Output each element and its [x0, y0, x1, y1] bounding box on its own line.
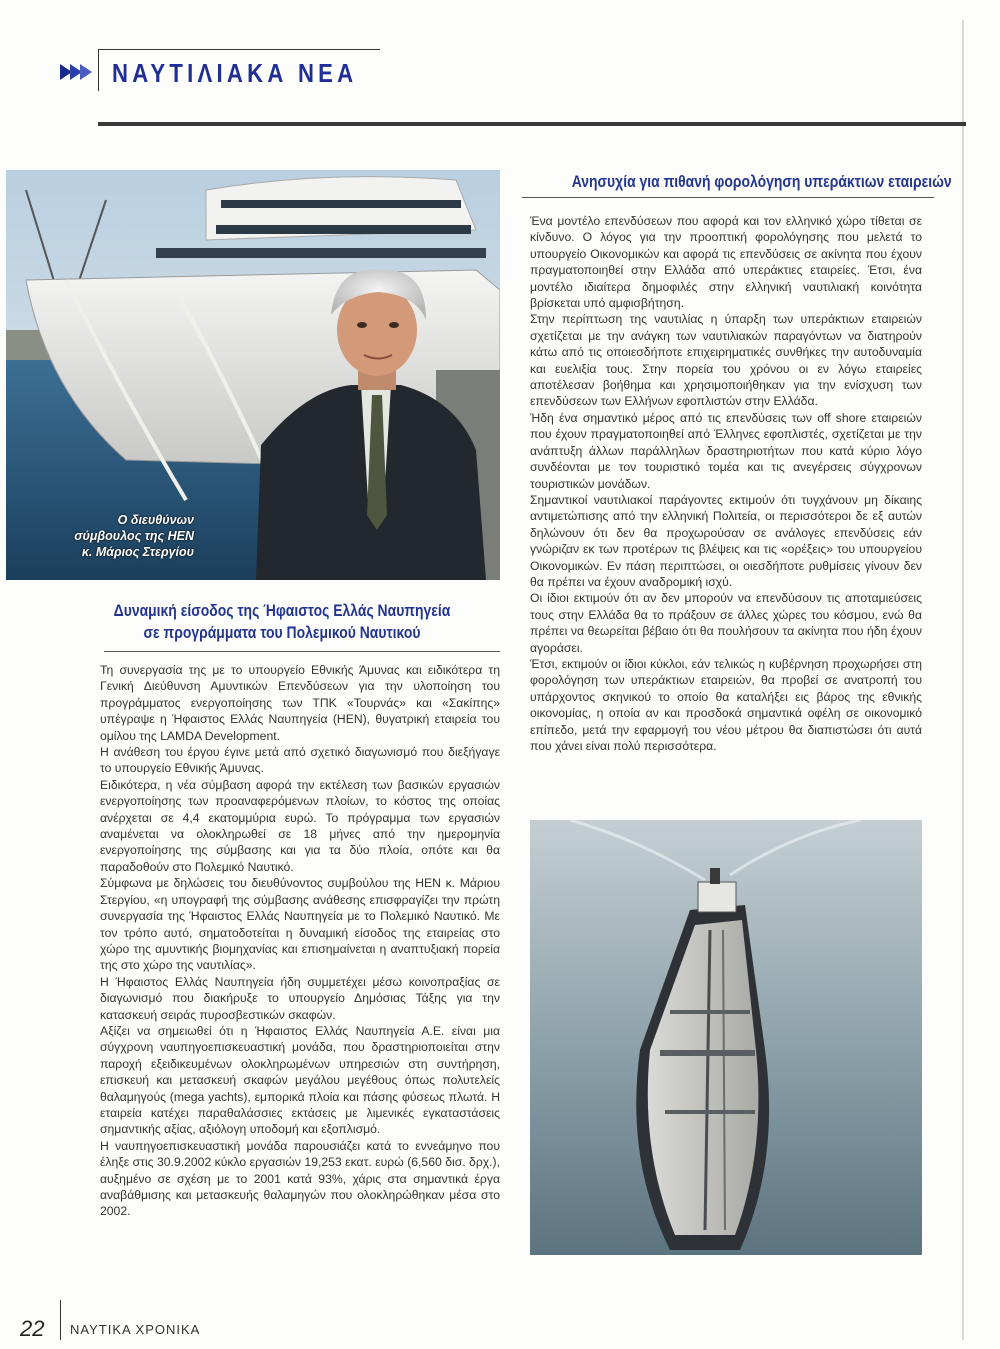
- title-line: Ανησυχία για πιθανή φορολόγηση υπεράκτιων εταιρειών: [571, 172, 952, 191]
- footer-divider: [60, 1300, 61, 1340]
- publication-name: ΝΑΥΤΙΚΑ ΧΡΟΝΙΚΑ: [70, 1322, 201, 1337]
- paragraph: Έτσι, εκτιμούν οι ίδιοι κύκλοι, εάν τελικώς η κυβέρνηση προχωρήσει στη φορολόγηση των υπεράκτιων εταιρειών, θα προβεί σε ανατροπή του υπάρχοντος σκηνικού το οποίο θα καταλήξει εις βάρος της εθνικής οικονομίας, η οποία αν και προσδοκά σημαντικά οφέλη σε οικονομικό επίπεδο, μετά την εφαρμογή του νέου μέτρου θα διαπιστώσει ότι αυτά που χάνει είναι πολύ περισσότερα.: [530, 656, 922, 753]
- paragraph: Οι ίδιοι εκτιμούν ότι αν δεν μπορούν να επενδύσουν τις αποταμιεύσεις τους στην Ελλάδα θα το πράξουν σε άλλες χώρες του κόσμου, ενώ θα πρέπει να θεωρείται βέβαιο ότι θα πουλήσουν τα ακίνητα που ήδη έχουν αγοράσει.: [530, 591, 922, 655]
- right-article-title: [530, 172, 952, 192]
- masthead-rule: [98, 122, 966, 126]
- page-edge: [962, 20, 964, 1340]
- triple-arrow-icon: [60, 64, 90, 80]
- masthead-top-line: [98, 49, 380, 50]
- paragraph: Ένα μοντέλο επενδύσεων που αφορά και τον ελληνικό χώρο τίθεται σε κίνδυνο. Ο λόγος για την προοπτική φορολόγησης που μελετά το υπουργείο Οικονομικών και αφορά τις επενδύσεις σε ακίνητα που έχουν πραγματοποιηθεί στην Ελλάδα από υπεράκτιες εταιρείες. Έτσι, ένα μοντέλο ιδιαίτερα δημοφιλές στην ελληνική ναυτιλιακή κοινότητα βρίσκεται υπό αμφισβήτηση.: [530, 214, 922, 311]
- paragraph: Σύμφωνα με δηλώσεις του διευθύνοντος συμβούλου της HEN κ. Μάριου Στεργίου, «η υπογραφή της σύμβασης ανάθεσης επισφραγίζει την πρώτη συνεργασία της Ήφαιστος Ελλάς Ναυπηγεία με το Πολεμικό Ναυτικό. Με τον τρόπο αυτό, σηματοδοτείται η δυναμική είσοδος της εταιρείας στο χώρο της αμυντικής βιομηχανίας και επισημαίνεται η αναπτυξιακή πορεία της στο χώρο της ναυτιλίας».: [100, 876, 500, 973]
- photo-caption: [64, 512, 194, 560]
- title-line: Δυναμική είσοδος της Ήφαιστος Ελλάς Ναυπηγεία: [113, 601, 451, 620]
- title-underline: [104, 651, 500, 652]
- page-number: 22: [20, 1316, 45, 1341]
- section-title: ΝΑΥΤΙΛΙΑΚΑ ΝΕΑ: [112, 58, 358, 88]
- paragraph: Σημαντικοί ναυτιλιακοί παράγοντες εκτιμούν ότι τυγχάνουν μη δίκαιης αντιμετώπισης από την ελληνική Πολιτεία, οι περισσότεροι δε εξ αυτών δηλώνουν ότι δεν θα προχωρούσαν σε ανάλογες επενδύσεις εάν γνώριζαν εκ των προτέρων τις βλέψεις και τις «ορέξεις» του υπουργείου Οικονομικών. Εν πάση περιπτώσει, οι οιεσδήποτε ρυθμίσεις γίνουν δεν θα πρέπει να έχουν αναδρομική ισχύ.: [530, 492, 922, 589]
- caption-line: σύμβουλος της HEN: [74, 529, 194, 543]
- title-underline: [522, 197, 934, 198]
- masthead-vertical-line: [98, 49, 99, 91]
- caption-line: κ. Μάριος Στεργίου: [81, 545, 194, 559]
- left-article-title: [64, 600, 500, 644]
- paragraph: Η ανάθεση του έργου έγινε μετά από σχετικό διαγωνισμό που διεξήγαγε το υπουργείο Εθνικής Άμυνας.: [100, 745, 500, 776]
- left-article-body: [100, 662, 500, 1220]
- right-article-body: [530, 213, 922, 754]
- paragraph: Η Ήφαιστος Ελλάς Ναυπηγεία ήδη συμμετέχει μέσω κοινοπραξίας σε διαγωνισμό που διακήρυξε το υπουργείο Δημόσιας Τάξης για την κατασκευή σειράς πυροσβεστικών σκαφών.: [100, 974, 500, 1022]
- photo-tanker-ship: [530, 820, 922, 1255]
- paragraph: Αξίζει να σημειωθεί ότι η Ήφαιστος Ελλάς Ναυπηγεία Α.Ε. είναι μια σύγχρονη ναυπηγοεπισκευαστική μονάδα, που δραστηριοποιείται στην παροχή εξειδικευμένων ολοκληρωμένων υπηρεσιών στη συντήρηση, επισκευή και μετασκευή σκαφών μεγάλου μεγέθους όπως πολυτελείς θαλαμηγούς (mega yachts), εμπορικά πλοία και πάσης φύσεως πλωτά. Η εταιρεία κατέχει παραθαλάσσιες εκτάσεις με λιμενικές εγκαταστάσεις σημαντικής αξίας, αξιόλογη υποδομή και εξοπλισμό.: [100, 1023, 500, 1137]
- title-line: σε προγράμματα του Πολεμικού Ναυτικού: [143, 623, 421, 642]
- paragraph: Στην περίπτωση της ναυτιλίας η ύπαρξη των υπεράκτιων εταιρειών σχετίζεται με την ανάγκη των ναυτιλιακών παραγόντων να διατηρούν κάτω από τις οποιεσδήποτε επιχειρηματικές συνθήκες την αυτοδυναμία και ευελιξία τους. Στην πορεία του χρόνου οι εν λόγω εταιρείες αποτέλεσαν βοήθημα και χρησιμοποιήθηκαν για την ενίσχυση των επενδύσεων των Ελλήνων εφοπλιστών στην Ελλάδα.: [530, 312, 922, 409]
- paragraph: Ειδικότερα, η νέα σύμβαση αφορά την εκτέλεση των βασικών εργασιών ενεργοποίησης των προαναφερόμενων πλοίων, το κόστος της οποίας ανέρχεται σε 4,4 εκατομμύρια ευρώ. Το πρόγραμμα των εργασιών αναμένεται να ολοκληρωθεί σε 18 μήνες από την ημερομηνία ενεργοποίησης της σύμβασης και για τα δύο πλοία, οπότε και θα παραδοθούν στο Πολεμικό Ναυτικό.: [100, 777, 500, 874]
- paragraph: Η ναυπηγοεπισκευαστική μονάδα παρουσιάζει κατά το εννεάμηνο που έληξε στις 30.9.2002 κύκλο εργασιών 19,253 εκατ. ευρώ (6,560 δισ. δρχ.), αυξημένο σε σχέση με το 2001 κατά 93%, χάρις στα σημαντικά έργα αναβάθμισης και μετασκευής θαλαμηγών που ολοκληρώθηκαν μέσα στο 2002.: [100, 1138, 500, 1219]
- paragraph: Τη συνεργασία της με το υπουργείο Εθνικής Άμυνας και ειδικότερα τη Γενική Διεύθυνση Αμυντικών Επενδύσεων για την υλοποίηση του προγράμματος ενεργοποίησης των ΤΠΚ «Τουρνάς» και «Σακίπης» υπέγραψε η Ήφαιστος Ελλάς Ναυπηγεία (HEN), θυγατρική εταιρεία του ομίλου της LAMDA Development.: [100, 663, 500, 743]
- paragraph: Ήδη ένα σημαντικό μέρος από τις επενδύσεις των off shore εταιρειών που έχουν πραγματοποιηθεί από Έλληνες εφοπλιστές, σχετίζεται με την ανάπτυξη άλλων παράλληλων δραστηριοτήτων που κατά κύριο λόγο συνδέονται με τον τουριστικό τομέα και τις ανεγέρσεις σύγχρονων τουριστικών μονάδων.: [530, 410, 922, 491]
- caption-line: Ο διευθύνων: [117, 513, 194, 527]
